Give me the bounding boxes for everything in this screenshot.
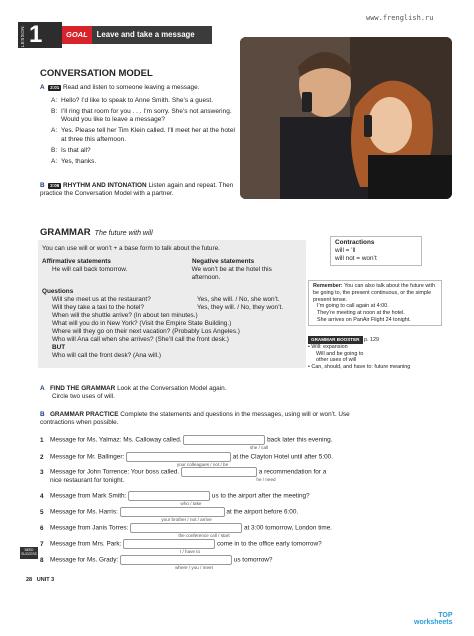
contraction-line: will not = won’t — [335, 255, 377, 262]
affirmative-example: He will call back tomorrow. — [52, 266, 128, 273]
photo-illustration — [240, 37, 452, 199]
grammar-heading: GRAMMAR — [40, 227, 91, 238]
goal-bar — [62, 26, 212, 44]
booster-item: • Will: expansion — [308, 343, 348, 350]
question: Will she meet us at the restaurant? — [52, 296, 151, 303]
grammar-booster[interactable] — [308, 336, 448, 386]
dialog-line — [51, 127, 236, 143]
audio-icon: NEED SUCCESS — [20, 547, 38, 559]
remember-example: They’re meeting at noon at the hotel. — [317, 310, 405, 316]
conversation-b-instruction — [40, 182, 250, 198]
watermark-top: TOP — [438, 612, 453, 619]
answer-input[interactable] — [120, 507, 225, 517]
practice-text: Complete the statements and questions in the messages, using will or won’t. Use contractions when possible. — [40, 411, 350, 426]
item-number: 2 — [40, 453, 44, 461]
unit-label: UNIT 3 — [36, 577, 55, 583]
item-text: Message from Mark Smith: — [50, 492, 127, 500]
practice-item — [40, 507, 430, 522]
item-text: Message from Janis Torres: — [50, 524, 129, 532]
conversation-a-instruction — [40, 84, 240, 92]
answer-input[interactable] — [123, 539, 215, 549]
line-text: Yes. Please tell her Tim Klein called. I’ll meet her at the hotel at three this afternoon. — [61, 127, 235, 143]
item-text: Message for Ms. Harris: — [50, 508, 118, 516]
lesson-tab — [18, 22, 62, 48]
question: Will they take a taxi to the hotel? — [52, 304, 145, 311]
practice-item — [40, 539, 430, 554]
dialog — [51, 97, 236, 169]
answer-input[interactable] — [120, 555, 232, 565]
dialog-line — [51, 158, 236, 166]
speaker: A: — [51, 97, 58, 104]
grammar-practice — [40, 411, 380, 427]
cue: your colleagues / not / be — [176, 462, 229, 467]
practice-heading: GRAMMAR PRACTICE — [49, 411, 119, 418]
item-text-after: at 3:00 tomorrow, London time. — [243, 524, 333, 532]
answer: Yes, they will. / No, they won’t. — [197, 304, 284, 311]
line-text: Yes, thanks. — [61, 157, 97, 165]
item-number: 1 — [40, 436, 44, 444]
dialog-line — [51, 147, 236, 155]
phone-call-photo — [240, 37, 452, 199]
conversation-model-title: CONVERSATION MODEL — [40, 68, 153, 79]
section-letter: B — [40, 411, 45, 418]
line-text: I’ll ring that room for you . . . I’m sorry. She’s not answering. Would you like to leave a message? — [61, 108, 232, 124]
questions-list — [42, 296, 302, 360]
answer-input[interactable] — [128, 491, 210, 501]
but-label: BUT — [52, 344, 66, 351]
instruction-text: Listen again and repeat. Then practice the Conversation Model with a partner. — [40, 182, 234, 197]
contractions-heading: Contractions — [335, 239, 375, 246]
item-number: 5 — [40, 508, 44, 516]
question: What will you do in New York? (Visit the Empire State Building.) — [52, 320, 232, 327]
booster-item: other uses of will — [316, 357, 357, 364]
question-row — [52, 304, 302, 312]
negative-heading: Negative statements — [192, 258, 255, 265]
page-number: 28 — [26, 577, 33, 583]
answer-input[interactable] — [183, 435, 265, 445]
questions-heading: Questions — [42, 288, 74, 295]
find-text: Look at the Conversation Model again. — [117, 385, 227, 392]
practice-item — [40, 467, 430, 485]
watermark-logo — [414, 612, 453, 627]
site-url: www.frenglish.ru — [366, 14, 434, 22]
goal-text: Leave and take a message — [96, 30, 195, 40]
answer-input[interactable] — [126, 452, 231, 462]
item-number: 8 — [40, 556, 44, 564]
cue: who / take — [180, 501, 202, 506]
find-text-2: Circle two uses of will. — [52, 393, 115, 400]
booster-page: p. 129 — [364, 337, 379, 343]
item-text: Message for Ms. Grady: — [50, 556, 119, 564]
remember-text: You can also talk about the future with be going to, the present continuous, or the simple present tense. — [313, 283, 435, 303]
statements — [42, 266, 302, 282]
practice-item — [40, 523, 430, 538]
dialog-line — [51, 108, 236, 124]
item-text-after: nice restaurant for tonight. — [50, 477, 125, 484]
grammar-subtitle: The future with will — [94, 230, 153, 237]
dialog-line — [51, 97, 236, 105]
statements-headings — [42, 258, 302, 266]
item-number: 6 — [40, 524, 44, 532]
speaker: B: — [51, 146, 58, 154]
answer-input[interactable] — [130, 523, 242, 533]
question: When will the shuttle arrive? (In about ten minutes.) — [52, 312, 198, 319]
item-text-after: at the Clayton Hotel until after 5:00. — [232, 453, 333, 461]
page-footer — [26, 577, 54, 584]
audio-track-badge[interactable]: 2:01 — [50, 85, 60, 90]
question-row — [52, 296, 302, 304]
grammar-content — [42, 245, 302, 360]
cue: she / call — [249, 445, 269, 450]
instruction-text: Read and listen to someone leaving a message. — [62, 84, 200, 91]
booster-tag: GRAMMAR BOOSTER — [308, 336, 363, 344]
speaker: B: — [51, 108, 58, 116]
cue: he / need — [256, 477, 276, 482]
item-text-after: us tomorrow? — [233, 556, 273, 564]
item-number: 3 — [40, 468, 44, 476]
practice-item — [40, 435, 430, 450]
lesson-number: 1 — [29, 21, 43, 48]
find-the-grammar — [40, 385, 320, 401]
item-text-after: a recommendation for a — [258, 468, 327, 476]
booster-item: Will and be going to — [316, 350, 364, 357]
answer-input[interactable] — [181, 467, 257, 477]
line-text: Hello? I’d like to speak to Anne Smith. She’s a guest. — [61, 97, 213, 104]
practice-item — [40, 491, 430, 506]
question: Who will Ana call when she arrives? (She’ll call the front desk.) — [52, 336, 229, 343]
practice-item — [40, 452, 430, 467]
cue: where / you / meet — [175, 565, 213, 570]
item-text: Message from Mrs. Park: — [50, 540, 122, 548]
negative-example: We won’t be at the hotel this afternoon. — [191, 266, 272, 281]
booster-item-text: Will: expansion — [311, 343, 348, 350]
question: Where will they go on their next vacation? (Probably Los Angeles.) — [52, 328, 240, 335]
find-heading: FIND THE GRAMMAR — [49, 385, 116, 392]
affirmative-heading: Affirmative statements — [42, 258, 111, 265]
booster-item: • Can, should, and have to: future meaning — [308, 364, 411, 370]
remember-lead: Remember: — [313, 283, 343, 289]
cue: your brother / not / arrive — [161, 517, 212, 522]
watermark-bottom: worksheets — [414, 619, 453, 627]
remember-example: She arrives on PanAir Flight 24 tonight. — [317, 316, 411, 323]
item-text-after: at the airport before 6:00. — [226, 508, 299, 516]
item-number: 7 — [40, 540, 44, 548]
item-text: Message for John Torrence: Your boss called. — [50, 468, 180, 476]
rhythm-heading: RHYTHM AND INTONATION — [62, 182, 147, 189]
section-letter: A — [40, 84, 45, 91]
lesson-word: LESSON — [20, 26, 25, 48]
remember-box — [308, 280, 442, 326]
audio-track-badge[interactable]: 2:06 — [50, 183, 60, 188]
cue: the conference call / start — [178, 533, 230, 538]
item-number: 4 — [40, 492, 44, 500]
goal-tag: GOAL — [62, 26, 92, 44]
item-text-after: come in to the office early tomorrow? — [216, 540, 322, 548]
speaker: A: — [51, 127, 58, 135]
question: Who will call the front desk? (Ana will.) — [52, 352, 162, 359]
line-text: Is that all? — [61, 146, 91, 154]
item-text: Message for Mr. Ballinger: — [50, 453, 125, 461]
contractions-box — [330, 236, 422, 266]
practice-item — [40, 555, 430, 570]
section-letter: A — [40, 385, 45, 392]
speaker: A: — [51, 157, 58, 165]
answer: Yes, she will. / No, she won’t. — [197, 296, 280, 303]
contraction-line: will = ’ll — [335, 247, 356, 254]
item-text: Message for Ms. Yalmaz: Ms. Calloway called. — [50, 436, 182, 444]
booster-item-text: Can, should, and have to: future meaning — [311, 364, 411, 370]
item-text-after: us to the airport after the meeting? — [211, 492, 310, 500]
remember-example: I’m going to call again at 4:00. — [317, 303, 389, 310]
grammar-intro: You can use will or won’t + a base form to talk about the future. — [42, 245, 220, 252]
section-letter: B — [40, 182, 45, 189]
item-text-after: back later this evening. — [267, 436, 333, 444]
grammar-title — [40, 227, 153, 239]
cue: I / have to — [179, 549, 201, 554]
